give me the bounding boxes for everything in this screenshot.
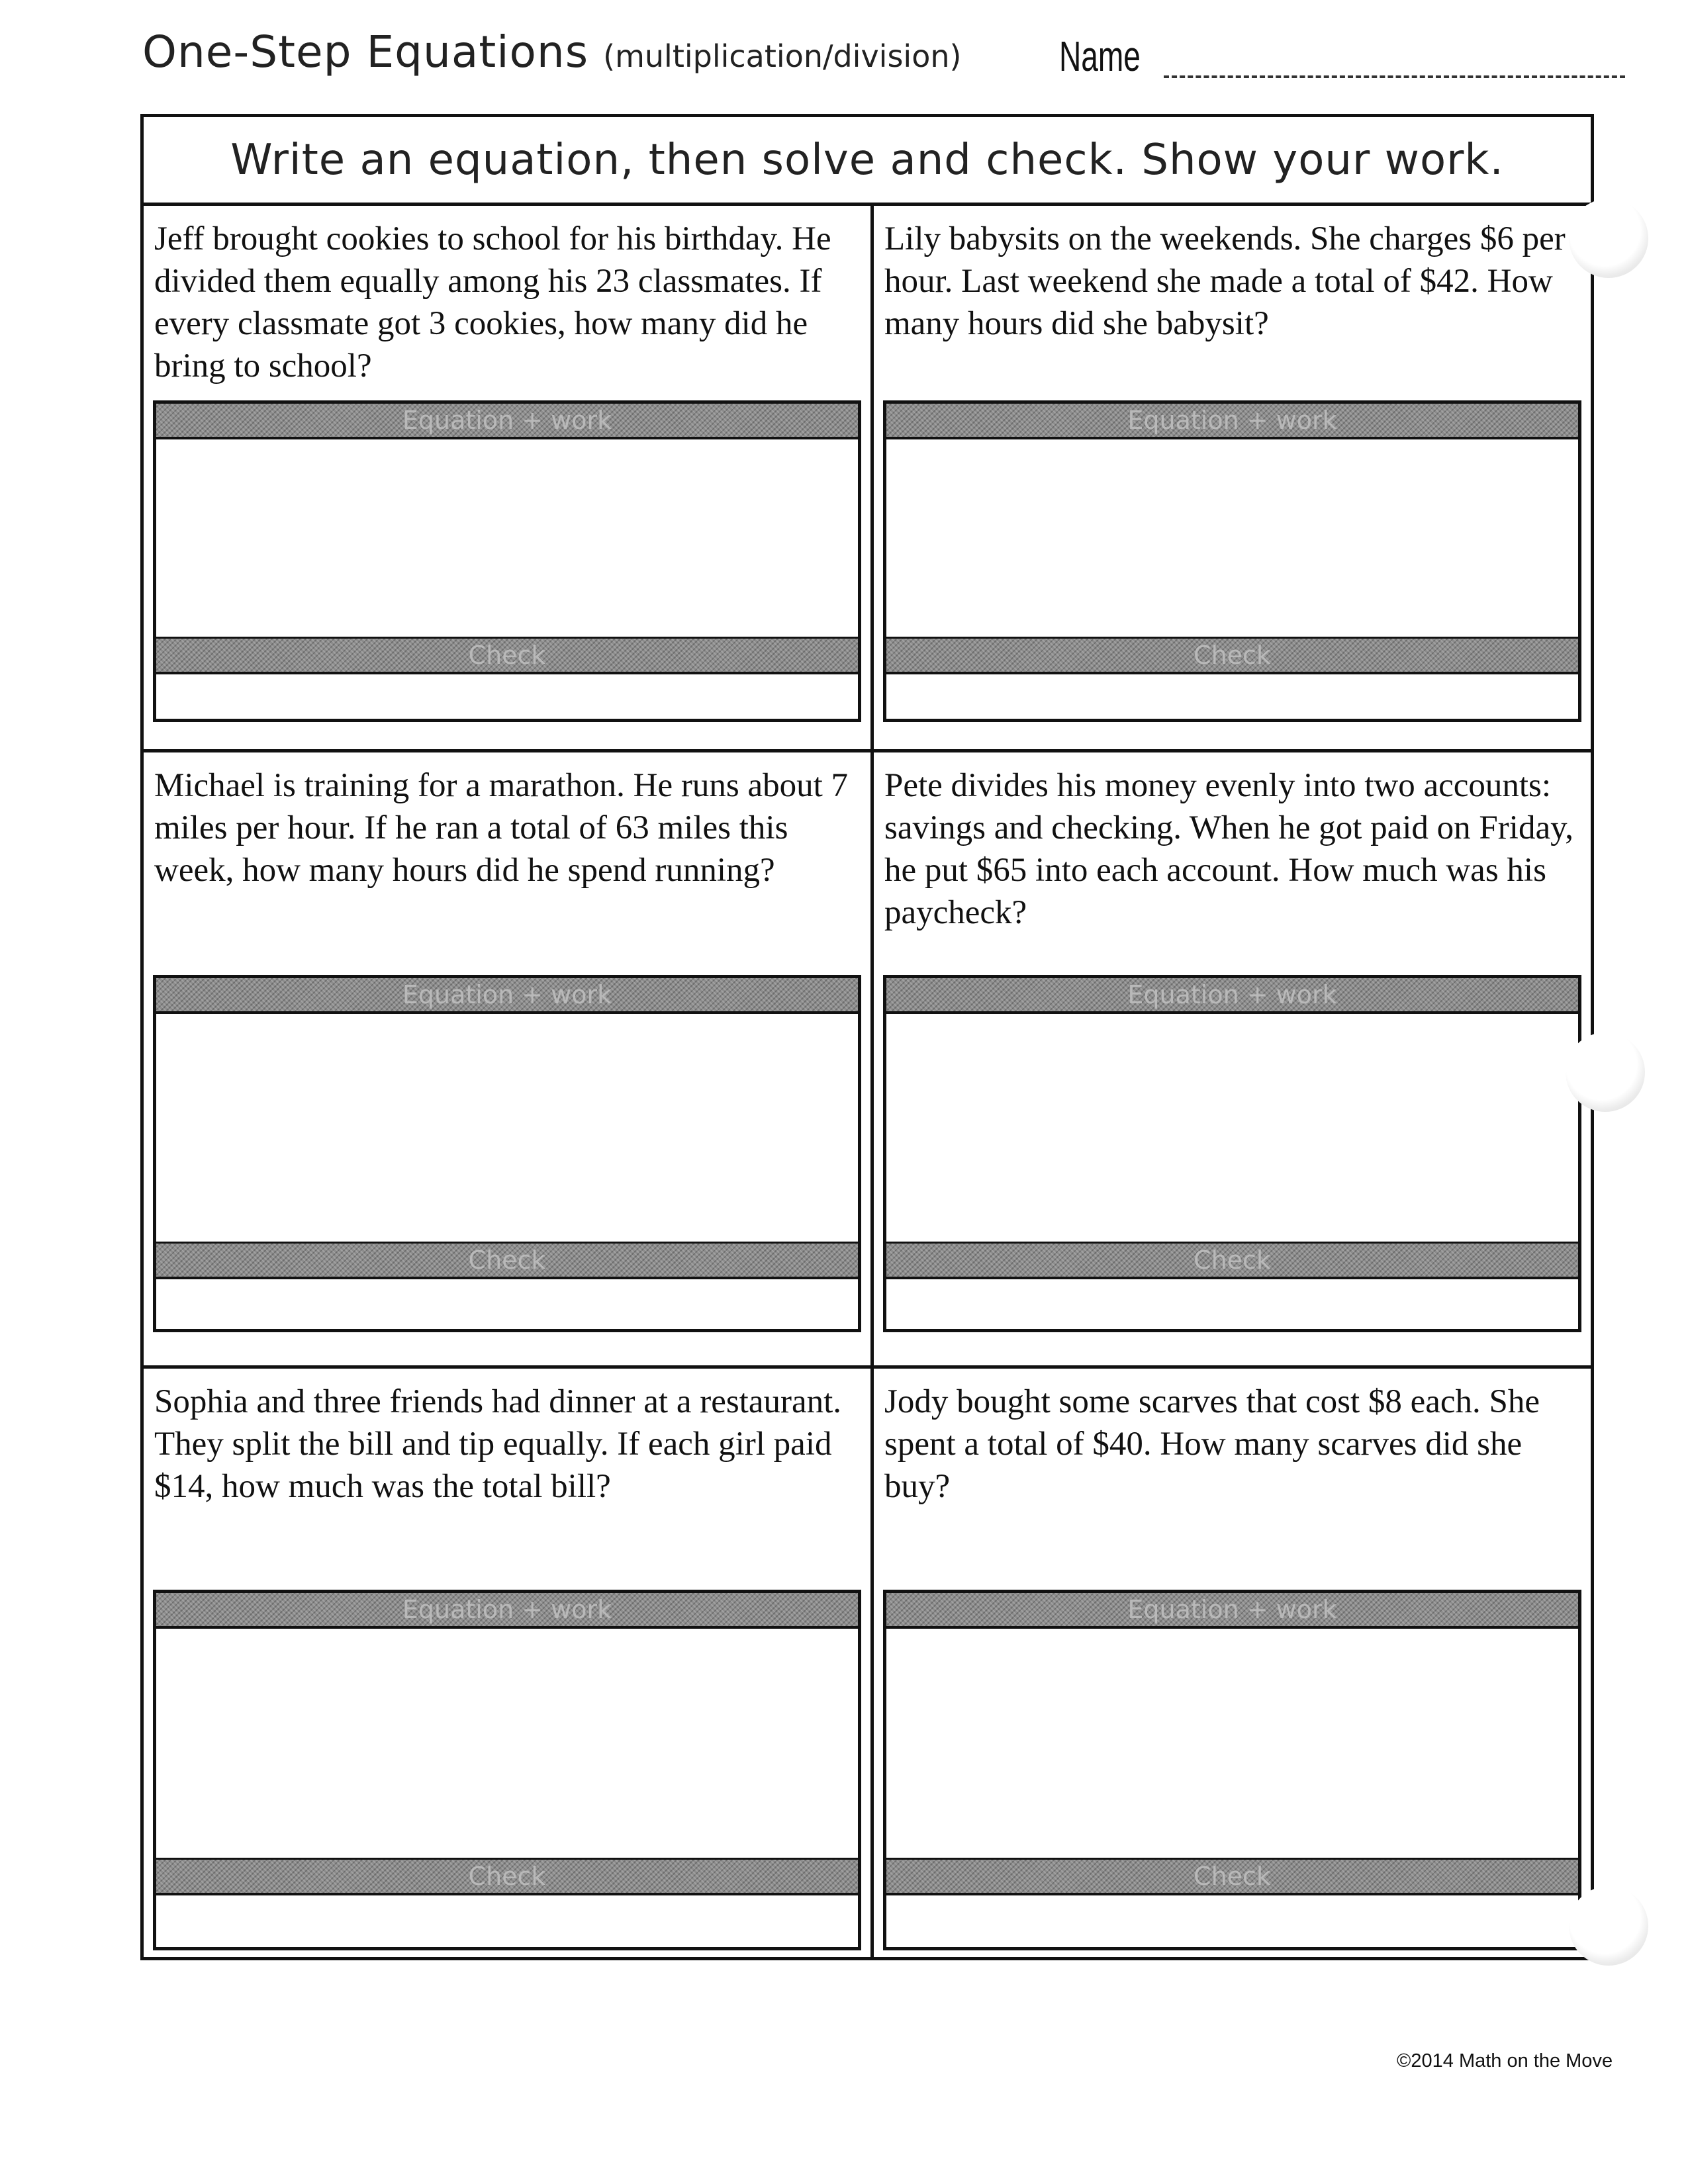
copyright-footer: ©2014 Math on the Move [1397,2050,1613,2071]
work-box[interactable] [883,400,1581,722]
problem-text: Jody bought some scarves that cost $8 each. She spent a total of $40. How many scarves did she buy? [884,1383,1540,1505]
work-box[interactable] [153,400,861,722]
worksheet-header [142,26,1625,86]
check-label: Check [156,1242,858,1279]
problem-cell-4 [874,752,1591,1365]
punch-hole [1569,1886,1648,1966]
problem-cell-1 [144,206,870,749]
equation-work-label: Equation + work [886,404,1578,439]
work-box[interactable] [153,975,861,1332]
problem-cell-5 [144,1369,870,1957]
problem-sheet [140,114,1594,1960]
problem-cell-6 [874,1369,1591,1957]
check-label: Check [156,1858,858,1895]
check-label: Check [156,637,858,674]
name-blank-line[interactable] [1164,75,1625,78]
punch-hole [1569,199,1648,278]
work-box[interactable] [153,1590,861,1950]
problem-text: Sophia and three friends had dinner at a restaurant. They split the bill and tip equally. If each girl paid $14, how much was the total bill? [154,1383,842,1505]
title-subtitle: (multiplication/division) [603,38,962,74]
problem-text: Lily babysits on the weekends. She charges $6 per hour. Last weekend she made a total of $42. How many hours did she babysit? [884,220,1566,342]
check-label: Check [886,637,1578,674]
equation-work-label: Equation + work [156,1593,858,1629]
equation-work-label: Equation + work [156,978,858,1014]
work-box[interactable] [883,1590,1581,1950]
punch-hole [1566,1032,1645,1112]
equation-work-label: Equation + work [886,1593,1578,1629]
problem-text: Jeff brought cookies to school for his birthday. He divided them equally among his 23 classmates. If every classmate got 3 cookies, how many did he bring to school? [154,220,831,385]
check-label: Check [886,1242,1578,1279]
problem-cell-3 [144,752,870,1365]
check-label: Check [886,1858,1578,1895]
title-text: One-Step Equations [142,26,589,77]
equation-work-label: Equation + work [156,404,858,439]
name-field[interactable] [1059,32,1625,85]
work-box[interactable] [883,975,1581,1332]
equation-work-label: Equation + work [886,978,1578,1014]
problem-text: Michael is training for a marathon. He runs about 7 miles per hour. If he ran a total of 63 miles this week, how many hours did he spend running? [154,767,849,889]
name-label: Name [1059,32,1141,80]
instructions: Write an equation, then solve and check. Show your work. [144,117,1591,206]
worksheet-title [142,26,961,77]
problem-text: Pete divides his money evenly into two accounts: savings and checking. When he got paid on Friday, he put $65 into each account. How much was his paycheck? [884,767,1574,931]
problem-cell-2 [874,206,1591,749]
